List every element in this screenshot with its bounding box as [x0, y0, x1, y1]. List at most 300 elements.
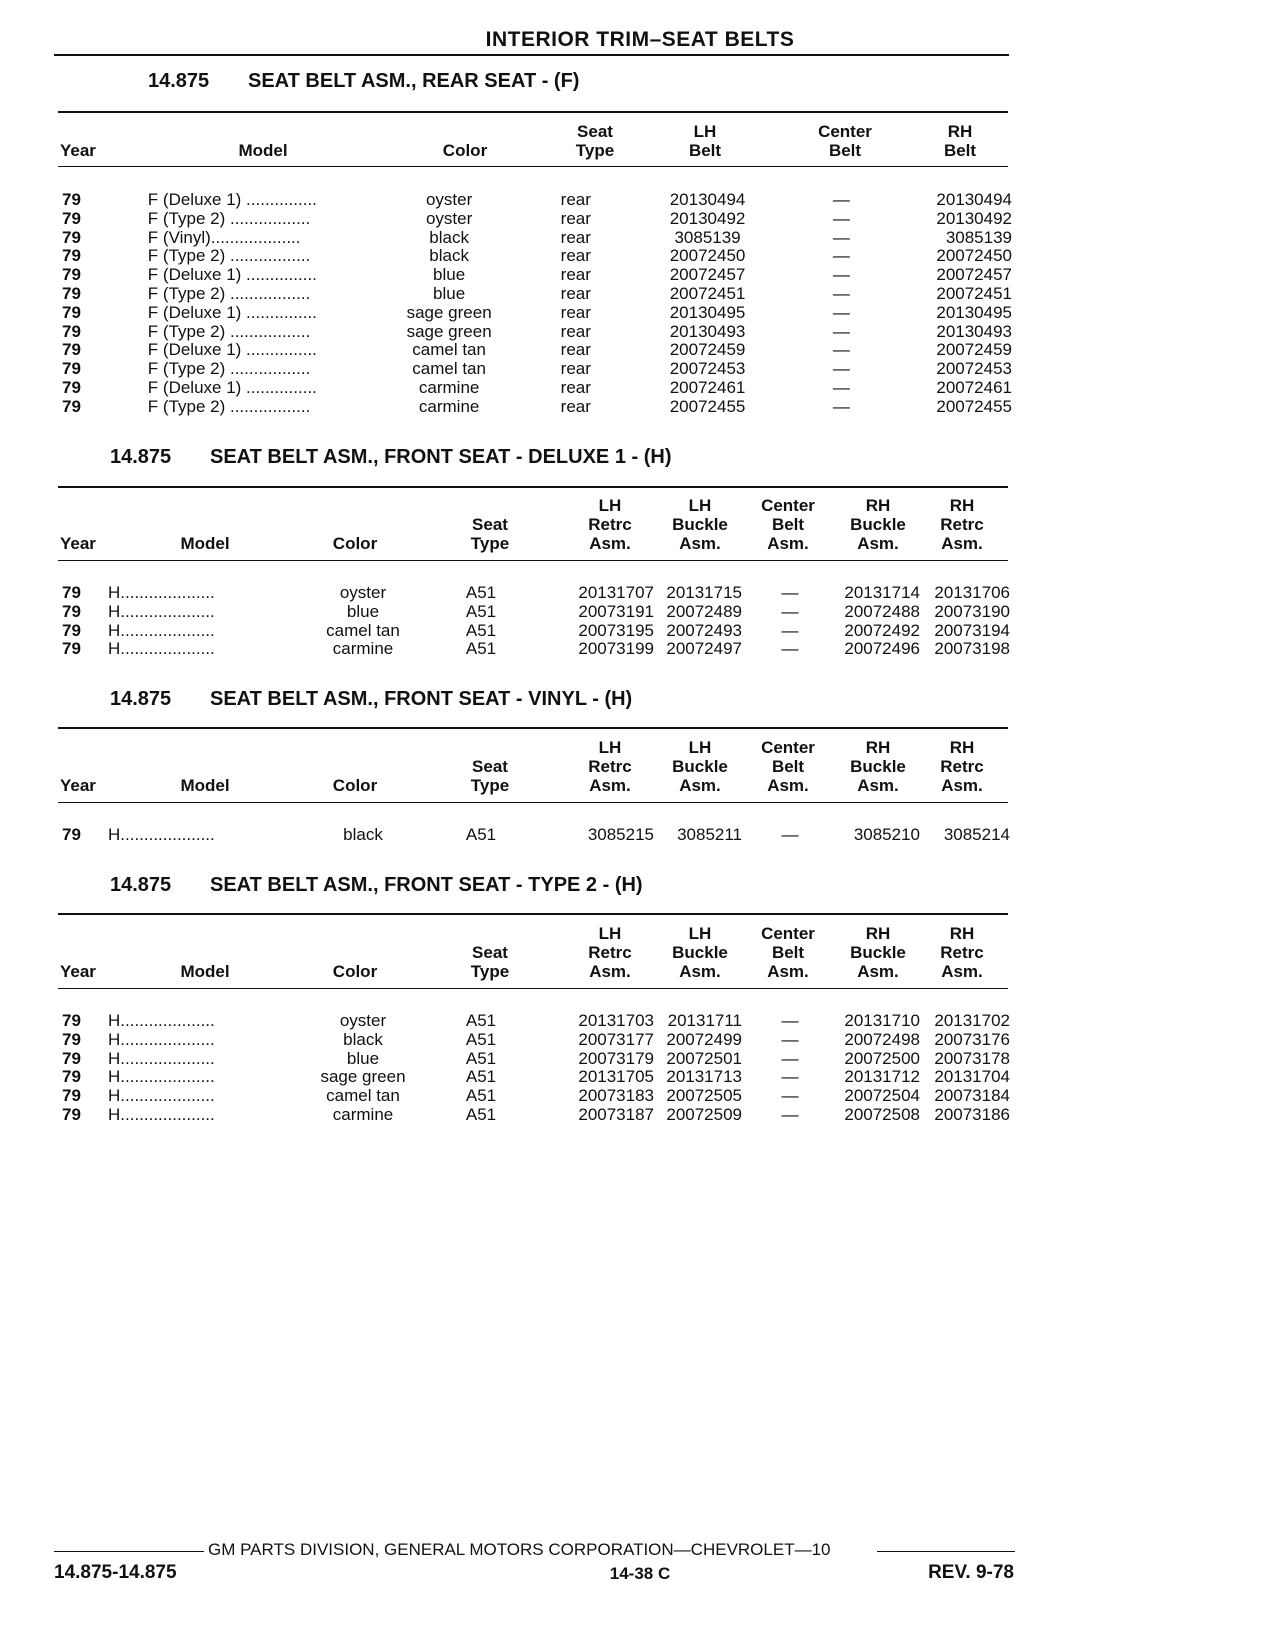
col-model-3: Model [180, 776, 230, 795]
col-lhr-1: LH [598, 924, 622, 943]
table-cell: 20130494 [936, 191, 1012, 209]
table-cell: 3085211 [677, 826, 742, 844]
table-cell: 20073187 [578, 1105, 654, 1124]
table-cell: 20072492 [844, 621, 920, 640]
table-cell: blue [433, 284, 466, 303]
table-header-front-deluxe [0, 496, 1280, 556]
col-rhb-2: Buckle [850, 943, 906, 962]
table-cell: 20072450 [669, 247, 746, 266]
table-cell: F (Deluxe 1) ............... [147, 341, 317, 360]
table-cell: 20131711 [667, 1012, 742, 1030]
col-rhr-1: RH [949, 738, 975, 757]
col-lhr-1: LH [598, 738, 622, 757]
table-row [62, 341, 1012, 360]
table-cell: rear [560, 266, 591, 285]
table-cell: 20072509 [666, 1105, 742, 1124]
table-cell: 20073199 [578, 640, 654, 659]
table-cell: 20131707 [578, 584, 654, 602]
col-rhr-2: Retrc [940, 757, 984, 776]
table-cell: 20072451 [669, 284, 746, 303]
section-title: SEAT BELT ASM., FRONT SEAT - DELUXE 1 - (H) [210, 446, 672, 468]
col-year-3: Year [60, 776, 96, 795]
table-cell: 20131705 [578, 1068, 654, 1087]
table-cell: — [781, 584, 799, 602]
col-ctr-3: Asm. [767, 534, 809, 553]
table-cell: H.................... [108, 584, 215, 602]
table-cell: 79 [62, 378, 81, 397]
table-row [62, 229, 1012, 248]
table-cell: F (Vinyl)................... [147, 228, 301, 247]
table-cell: 79 [62, 602, 81, 621]
table-row [62, 247, 1012, 266]
table-row [62, 360, 1012, 379]
table-cell: blue [346, 602, 380, 621]
table-cell: — [832, 266, 850, 285]
table-cell: 20073183 [578, 1087, 654, 1106]
table-cell: 79 [62, 360, 81, 379]
table-cell: 79 [62, 584, 81, 602]
footer-revision: REV. 9-78 [928, 1562, 1014, 1583]
header-top-rule [58, 111, 1008, 113]
table-cell: 20130493 [669, 322, 746, 341]
table-cell: 20073184 [934, 1087, 1010, 1106]
table-cell: F (Deluxe 1) ............... [147, 266, 317, 285]
col-rhr-3: Asm. [941, 776, 983, 795]
table-cell: 20073190 [934, 602, 1010, 621]
table-cell: rear [560, 228, 591, 247]
table-cell: sage green [406, 303, 492, 322]
table-cell: — [781, 621, 799, 640]
title-rule [54, 54, 1009, 56]
col-rhr-3: Asm. [941, 962, 983, 981]
table-cell: 20072453 [669, 360, 746, 379]
col-lhr-2: Retrc [588, 757, 632, 776]
table-cell: 79 [62, 1087, 81, 1106]
table-cell: rear [560, 397, 591, 416]
table-cell: F (Type 2) ................. [147, 284, 311, 303]
table-cell: camel tan [412, 360, 486, 379]
table-cell: carmine [332, 1105, 394, 1124]
table-cell: — [832, 360, 850, 379]
table-cell: A51 [465, 602, 497, 621]
col-rhb-1: RH [865, 924, 891, 943]
page-title: INTERIOR TRIM–SEAT BELTS [485, 28, 795, 51]
table-cell: 20072504 [844, 1087, 920, 1106]
section-number: 14.875 [110, 874, 172, 896]
table-cell: 79 [62, 640, 81, 659]
table-cell: H.................... [108, 621, 215, 640]
table-cell: 79 [62, 266, 81, 285]
col-color: Color [442, 141, 488, 160]
col-lhb-2: Buckle [672, 515, 728, 534]
col-lhb-3: Asm. [679, 534, 721, 553]
section-number: 14.875 [110, 446, 172, 468]
section-title: SEAT BELT ASM., REAR SEAT - (F) [248, 70, 580, 92]
table-cell: — [781, 1068, 799, 1087]
table-cell: 20131703 [578, 1012, 654, 1030]
table-cell: carmine [332, 640, 394, 659]
table-cell: rear [560, 284, 591, 303]
table-cell: — [832, 191, 850, 209]
parts-table-front-deluxe [62, 584, 1012, 659]
table-row [62, 1012, 1012, 1031]
table-cell: sage green [320, 1068, 406, 1087]
table-header-front-vinyl [0, 738, 1280, 798]
table-cell: 79 [62, 303, 81, 322]
table-cell: 20131713 [666, 1068, 742, 1087]
col-lhr-3: Asm. [589, 534, 631, 553]
table-cell: 3085215 [587, 826, 654, 844]
col-rh-1: RH [947, 122, 973, 141]
col-rhb-2: Buckle [850, 757, 906, 776]
header-top-rule [58, 727, 1008, 729]
table-cell: blue [433, 266, 466, 285]
section-number: 14.875 [148, 70, 210, 92]
table-cell: H.................... [108, 1012, 215, 1030]
col-seat-2: Type [575, 141, 615, 160]
table-cell: H.................... [108, 1049, 215, 1068]
table-cell: — [781, 1049, 799, 1068]
col-year: Year [60, 141, 96, 160]
table-cell: — [832, 378, 850, 397]
section-title: SEAT BELT ASM., FRONT SEAT - VINYL - (H) [210, 688, 633, 710]
table-cell: rear [560, 378, 591, 397]
col-rhr-2: Retrc [940, 943, 984, 962]
table-row [62, 826, 1012, 845]
col-color-3: Color [332, 534, 378, 553]
table-cell: oyster [425, 209, 473, 228]
table-cell: F (Type 2) ................. [147, 397, 311, 416]
table-cell: 20072455 [936, 397, 1012, 416]
col-seat-3: Type [470, 776, 510, 795]
table-cell: 20073179 [578, 1049, 654, 1068]
table-row [62, 304, 1012, 323]
table-cell: 20073176 [934, 1030, 1010, 1049]
col-year-3: Year [60, 534, 96, 553]
table-cell: black [343, 1030, 383, 1049]
table-cell: 20072453 [936, 360, 1012, 379]
col-lh-1: LH [693, 122, 717, 141]
table-cell: 20131715 [666, 584, 742, 602]
table-cell: 3085210 [853, 826, 920, 844]
table-cell: H.................... [108, 1068, 215, 1087]
parts-table-front-vinyl [62, 826, 1012, 845]
table-cell: 3085214 [943, 826, 1010, 844]
table-cell: 79 [62, 1030, 81, 1049]
table-row [62, 191, 1012, 210]
col-rhb-2: Buckle [850, 515, 906, 534]
table-cell: 79 [62, 341, 81, 360]
table-cell: oyster [339, 1012, 387, 1030]
col-color-3: Color [332, 776, 378, 795]
col-seat-1: Seat [577, 122, 613, 141]
table-cell: A51 [465, 1049, 497, 1068]
col-rh-2: Belt [943, 141, 977, 160]
col-lhb-2: Buckle [672, 757, 728, 776]
table-cell: A51 [465, 826, 497, 844]
table-cell: 20072493 [666, 621, 742, 640]
table-cell: black [429, 247, 469, 266]
table-cell: 3085139 [674, 228, 741, 247]
table-cell: — [832, 284, 850, 303]
table-cell: rear [560, 360, 591, 379]
col-lhr-2: Retrc [588, 943, 632, 962]
col-ctr-1: Center [761, 496, 815, 515]
col-lh-2: Belt [688, 141, 722, 160]
table-header-rear-seat [0, 122, 1280, 162]
table-cell: H.................... [108, 640, 215, 659]
table-cell: camel tan [326, 621, 400, 640]
table-cell: — [832, 247, 850, 266]
table-cell: 20072461 [669, 378, 746, 397]
table-row [62, 379, 1012, 398]
table-cell: 20131714 [844, 584, 920, 602]
table-cell: 20130493 [936, 322, 1012, 341]
header-bottom-rule [58, 166, 1008, 167]
table-cell: rear [560, 191, 591, 209]
table-cell: 20131702 [934, 1012, 1010, 1030]
table-row [62, 1068, 1012, 1087]
table-cell: A51 [465, 1068, 497, 1087]
table-row [62, 1031, 1012, 1050]
table-cell: 20131706 [934, 584, 1010, 602]
col-seat-3: Type [470, 534, 510, 553]
table-cell: F (Type 2) ................. [147, 247, 311, 266]
table-cell: oyster [425, 191, 473, 209]
table-cell: 20072505 [666, 1087, 742, 1106]
table-cell: carmine [418, 378, 480, 397]
table-cell: 20072451 [936, 284, 1012, 303]
table-cell: 20072461 [936, 378, 1012, 397]
table-cell: 79 [62, 1049, 81, 1068]
table-cell: 79 [62, 247, 81, 266]
table-cell: 20131710 [844, 1012, 920, 1030]
col-rhb-1: RH [865, 738, 891, 757]
table-cell: 20072450 [936, 247, 1012, 266]
table-cell: 79 [62, 621, 81, 640]
table-cell: 20072501 [666, 1049, 742, 1068]
table-cell: 79 [62, 284, 81, 303]
table-cell: rear [560, 303, 591, 322]
header-bottom-rule [58, 560, 1008, 561]
footer-section-range: 14.875-14.875 [54, 1562, 177, 1583]
table-cell: 20072455 [669, 397, 746, 416]
table-row [62, 323, 1012, 342]
col-ctr-2: Belt [771, 515, 805, 534]
table-cell: 20072459 [936, 341, 1012, 360]
parts-table-rear-seat [62, 191, 1012, 417]
table-cell: 20073194 [934, 621, 1010, 640]
table-row [62, 1087, 1012, 1106]
table-cell: F (Type 2) ................. [147, 209, 311, 228]
col-lhb-3: Asm. [679, 776, 721, 795]
table-cell: oyster [339, 584, 387, 602]
table-cell: — [832, 303, 850, 322]
table-cell: H.................... [108, 826, 215, 844]
table-cell: — [832, 341, 850, 360]
table-cell: F (Type 2) ................. [147, 322, 311, 341]
col-model-3: Model [180, 962, 230, 981]
header-top-rule [58, 913, 1008, 915]
table-cell: A51 [465, 1012, 497, 1030]
table-cell: 3085139 [945, 228, 1012, 247]
table-cell: H.................... [108, 1087, 215, 1106]
table-cell: 20072499 [666, 1030, 742, 1049]
table-cell: 20130494 [669, 191, 746, 209]
footer-publisher: GM PARTS DIVISION, GENERAL MOTORS CORPORATION—CHEVROLET—10 [208, 1540, 831, 1559]
table-cell: carmine [418, 397, 480, 416]
header-bottom-rule [58, 988, 1008, 989]
col-rhr-1: RH [949, 496, 975, 515]
table-cell: 20073198 [934, 640, 1010, 659]
table-cell: — [781, 640, 799, 659]
table-cell: F (Deluxe 1) ............... [147, 303, 317, 322]
table-cell: A51 [465, 1087, 497, 1106]
col-rhb-3: Asm. [857, 962, 899, 981]
table-cell: 20131712 [844, 1068, 920, 1087]
table-cell: 79 [62, 191, 81, 209]
table-cell: 20073178 [934, 1049, 1010, 1068]
table-cell: 79 [62, 228, 81, 247]
table-cell: sage green [406, 322, 492, 341]
table-cell: F (Deluxe 1) ............... [147, 191, 317, 209]
table-cell: — [832, 209, 850, 228]
table-cell: — [832, 397, 850, 416]
table-cell: — [832, 322, 850, 341]
col-year-3: Year [60, 962, 96, 981]
table-cell: 79 [62, 322, 81, 341]
table-cell: 20072457 [936, 266, 1012, 285]
table-row [62, 603, 1012, 622]
table-row [62, 398, 1012, 417]
table-cell: black [429, 228, 469, 247]
table-cell: 20072459 [669, 341, 746, 360]
header-top-rule [58, 486, 1008, 488]
table-cell: blue [346, 1049, 380, 1068]
footer-page-number: 14-38 C [609, 1564, 671, 1583]
col-lhr-1: LH [598, 496, 622, 515]
footer-rule-right [877, 1551, 1015, 1552]
col-ctr-3: Asm. [767, 962, 809, 981]
table-cell: 20072497 [666, 640, 742, 659]
col-rhr-2: Retrc [940, 515, 984, 534]
section-heading-front-deluxe [110, 446, 671, 469]
table-cell: rear [560, 341, 591, 360]
table-row [62, 640, 1012, 659]
col-center-1: Center [818, 122, 872, 141]
table-row [62, 285, 1012, 304]
footer-rule-left [54, 1551, 204, 1552]
table-cell: 79 [62, 1068, 81, 1087]
table-cell: — [781, 826, 799, 844]
col-ctr-1: Center [761, 738, 815, 757]
col-seat-3: Type [470, 962, 510, 981]
table-cell: 20072488 [844, 602, 920, 621]
col-lhr-3: Asm. [589, 776, 631, 795]
table-cell: — [781, 602, 799, 621]
col-rhr-1: RH [949, 924, 975, 943]
col-ctr-3: Asm. [767, 776, 809, 795]
table-cell: 79 [62, 209, 81, 228]
table-cell: H.................... [108, 1030, 215, 1049]
table-row [62, 584, 1012, 603]
table-cell: rear [560, 322, 591, 341]
col-lhr-3: Asm. [589, 962, 631, 981]
table-cell: 20072508 [844, 1105, 920, 1124]
col-lhr-2: Retrc [588, 515, 632, 534]
table-cell: 20073195 [578, 621, 654, 640]
table-header-front-type2 [0, 924, 1280, 984]
col-model: Model [238, 141, 288, 160]
table-cell: 79 [62, 1105, 81, 1124]
section-heading-rear-seat [148, 70, 579, 93]
col-seat-2: Seat [472, 757, 508, 776]
table-cell: F (Deluxe 1) ............... [147, 378, 317, 397]
table-row [62, 622, 1012, 641]
section-heading-front-type2 [110, 874, 643, 897]
table-cell: — [781, 1012, 799, 1030]
table-cell: A51 [465, 621, 497, 640]
table-cell: 79 [62, 397, 81, 416]
col-color-3: Color [332, 962, 378, 981]
table-cell: A51 [465, 1105, 497, 1124]
table-cell: 20130492 [669, 209, 746, 228]
table-cell: — [781, 1030, 799, 1049]
table-cell: 20072457 [669, 266, 746, 285]
col-lhb-3: Asm. [679, 962, 721, 981]
table-cell: 20130495 [669, 303, 746, 322]
table-cell: 20073191 [578, 602, 654, 621]
table-cell: 20072498 [844, 1030, 920, 1049]
table-cell: 20073186 [934, 1105, 1010, 1124]
col-lhb-1: LH [688, 924, 712, 943]
col-ctr-2: Belt [771, 757, 805, 776]
table-cell: camel tan [412, 341, 486, 360]
table-row [62, 1106, 1012, 1125]
col-seat-2: Seat [472, 943, 508, 962]
col-rhb-3: Asm. [857, 534, 899, 553]
col-rhr-3: Asm. [941, 534, 983, 553]
table-cell: black [343, 826, 383, 844]
section-title: SEAT BELT ASM., FRONT SEAT - TYPE 2 - (H) [210, 874, 643, 896]
col-rhb-1: RH [865, 496, 891, 515]
table-cell: 79 [62, 826, 81, 844]
table-cell: 20131704 [934, 1068, 1010, 1087]
table-cell: 20072489 [666, 602, 742, 621]
table-cell: 20072496 [844, 640, 920, 659]
table-cell: 20073177 [578, 1030, 654, 1049]
table-cell: H.................... [108, 602, 215, 621]
col-lhb-2: Buckle [672, 943, 728, 962]
table-row [62, 266, 1012, 285]
table-cell: A51 [465, 1030, 497, 1049]
col-ctr-2: Belt [771, 943, 805, 962]
table-cell: F (Type 2) ................. [147, 360, 311, 379]
table-cell: camel tan [326, 1087, 400, 1106]
col-rhb-3: Asm. [857, 776, 899, 795]
col-ctr-1: Center [761, 924, 815, 943]
table-row [62, 1050, 1012, 1069]
table-cell: 20130492 [936, 209, 1012, 228]
col-seat-2: Seat [472, 515, 508, 534]
table-cell: A51 [465, 584, 497, 602]
table-cell: — [832, 228, 850, 247]
table-cell: 20130495 [936, 303, 1012, 322]
header-bottom-rule [58, 802, 1008, 803]
section-number: 14.875 [110, 688, 172, 710]
table-cell: rear [560, 209, 591, 228]
col-lhb-1: LH [688, 496, 712, 515]
